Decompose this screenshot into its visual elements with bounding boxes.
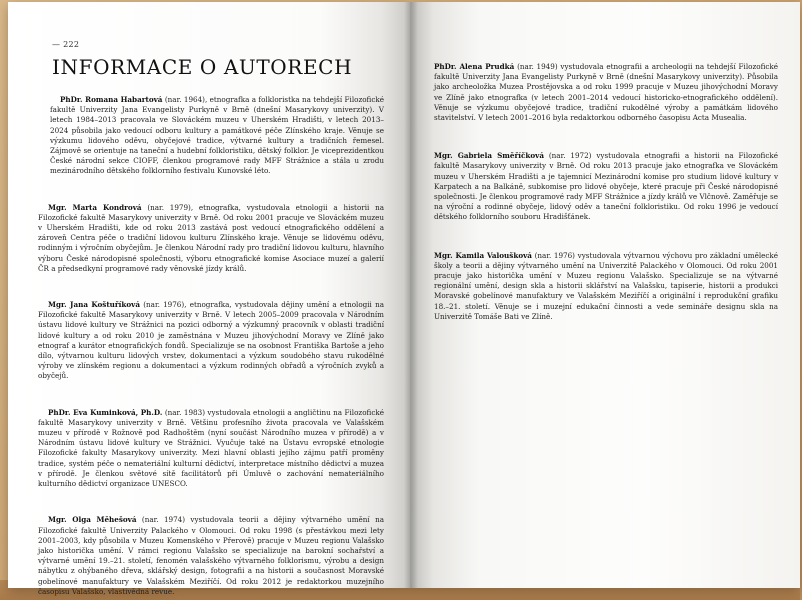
left-page [8,2,410,596]
author-text: (nar. 1949) vystudovala etnografii a archeologii na tehdejší Filozofické fakultě Univerzity Jana Evangelisty Purkyně v Brně (dnešní Masarykovy univerzity). Působila jako archeoložka Muzea Prostějovska a od roku 1999 pracuje v Muzeu jihovýchodní Moravy ve Zlíně jako etnografka (v letech 2001–2014 vedoucí historicko-etnografického oddělení). Věnuje se výzkumu obyčejové tradice, tradiční rukodělné výroby a památkám lidového stavitelství. V letech 2001–2016 byla redaktorkou odborného časopisu Acta Musealia. [434,62,779,123]
open-book [8,2,802,596]
author-text: (nar. 1976), etnografka, vystudovala dějiny umění a etnologii na Filozofické fakultě Masarykovy univerzity v Brně. V letech 2005–2009 pracovala v Národním ústavu lidové kultury ve Strážnici na pozici odborný a výzkumný pracovník v oblasti tradiční lidové kultury a od roku 2010 je zaměstnána v Muzeu jihovýchodní Moravy ve Zlíně jako etnograf a kurátor etnografických fondů. Specializuje se na osobnost Františka Bartoše a jeho dílo, výtvarnou kulturu lidových vrstev, dokumentaci a výzkum soudobého stavu rukodělné výroby ve zlínském regionu a dokumentaci a výzkum rodinných obřadů a výročních zvyků a obyčejů. [38,300,384,381]
author-text: (nar. 1979), etnografka, vystudovala etnologii a historii na Filozofické fakultě Masarykovy univerzity v Brně. Od roku 2001 pracuje ve Slováckém muzeu v Uherském Hradišti, kde od roku 2013 zastává post vedoucí etnografického oddělení a zároveň Centra péče o tradiční lidovou kulturu Zlínského kraje. Věnuje se lidovému oděvu, rodinným i výročním obyčejům. Je členkou Národní rady pro tradiční lidovou kulturu, hlavního výboru České národopisné společnosti, výboru etnografické komise Asociace muzeí a galerií ČR a předsedkyní programové rady věnovské jízdy králů. [38,202,385,273]
page-title: INFORMACE O AUTORECH [52,55,353,79]
author-text: (nar. 1972) vystudovala etnografii a historii na Filozofické fakultě Masarykovy univerzity v Brně. Od roku 2013 pracuje jako etnografka ve Slováckém muzeu v Uherském Hradišti a je tajemnicí Mezinárodní komise pro studium lidové kultury v Karpatech a na Balkáně, subkomise pro lidové obyčeje, které pracuje při České národopisné společnosti. Je členkou programové rady MFF Strážnice a jízdy králů ve Vlčnově. Zaměřuje se na výroční a rodinné obyčeje, lidový oděv a taneční folkloristiku. Od roku 1996 je vedoucí dětského folklorního souboru Hradišťánek. [434,151,778,222]
author-bio-kondrova [38,203,384,274]
author-name: Mgr. Marta Kondrová [48,202,142,212]
author-text: (nar. 1976) vystudovala výtvarnou výchovu pro základní umělecké školy a teorii a dějiny výtvarného umění na Univerzitě Palackého v Olomouci. Od roku 2001 pracuje jako historička umění v Muzeu regionu Valašsko. Specializuje se na výtvarné regionální umění, design skla a historii sklářství na Valašsku, tapiserie, historii a produkci Moravské gobelínové manufaktury ve Valašském Meziříčí a originální i reprodukční grafiku 18.–21. století. Věnuje se i muzejní edukační činnosti a vede semináře designu skla na Univerzitě Tomáše Bati ve Zlíně. [434,250,779,321]
author-bio-valouskova [434,251,778,322]
author-name: Mgr. Olga Měhešová [48,515,137,525]
author-bio-habartova [50,95,384,177]
author-name: PhDr. Romana Habartová [60,95,163,104]
author-name: PhDr. Alena Prudká [434,62,515,71]
author-text: (nar. 1983) vystudovala etnologii a angličtinu na Filozofické fakultě Masarykovy univerzity v Brně. Většinu profesního života pracovala ve Valašském muzeu v přírodě v Rožnově pod Radhoštěm (nyní součást Národního muzea v přírodě) a v Národním ústavu lidové kultury ve Strážnici. Vyučuje také na Ústavu evropské etnologie Filozofické fakulty Masarykovy univerzity. Mezi hlavní oblasti jejího zájmu patří proměny tradice, systém péče o nemateriální kulturní dědictví, interpretace místního dědictví a muzea v přírodě. Je členkou světové sítě facilitátorů při Úmluvě o zachování nemateriálního kulturního dědictví organizace UNESCO. [38,407,384,489]
author-bio-mehesova [38,515,384,597]
author-name: Mgr. Kamila Valoušková [434,250,532,260]
author-bio-kosturikova [38,300,384,382]
author-name: Mgr. Jana Koštuříková [48,300,141,310]
page-number: — 222 [52,40,80,49]
author-name: Mgr. Gabriela Směříčková [434,151,544,161]
author-bio-smerickova [434,151,778,222]
author-name: PhDr. Eva Kuminková, Ph.D. [48,407,163,417]
author-bio-kuminkova [38,408,384,490]
book-spine [404,2,418,588]
right-page [410,2,800,588]
author-text: (nar. 1974) vystudovala teorii a dějiny výtvarného umění na Filozofické fakultě Univerzity Palackého v Olomouci. Od roku 1998 (s přestávkou mezi lety 2001–2003, kdy působila v Muzeu Komenského v Přerově) pracuje v Muzeu regionu Valašsko jako historička umění. V rámci regionu Valašsko se specializuje na barokní sochařství a výtvarné umění 19.–21. století, fenomén valašského výtvarného folklorismu, výrobu a design nábytku z ohýbaného dřeva, sklářský design, fotografii a na historii a současnost Moravské gobelínové manufaktury ve Valašském Meziříčí. Od roku 2012 je redaktorkou muzejního časopisu Valašsko, vlastivědná revue. [38,515,384,596]
author-bio-prudka [434,62,778,123]
author-text: (nar. 1964), etnografka a folkloristka na tehdejší Filozofické fakultě Univerzity Jana Evangelisty Purkyně v Brně (dnešní Masarykovy univerzity). V letech 1984–2013 pracovala ve Slováckém muzeu v Uherském Hradišti, v letech 2013–2024 působila jako vedoucí odboru kultury a památkové péče Zlínského kraje. Věnuje se výzkumu lidového oděvu, obyčejové tradice, výtvarné kultury a tradičních řemesel. Zájmově se orientuje na taneční a hudební folkloristiku, dětský folklor. Je viceprezidentkou České národní sekce CIOFF, členkou programové rady MFF Strážnice a stála u zrodu mezinárodního dětského folklorního festivalu Kunovské léto. [50,95,384,176]
